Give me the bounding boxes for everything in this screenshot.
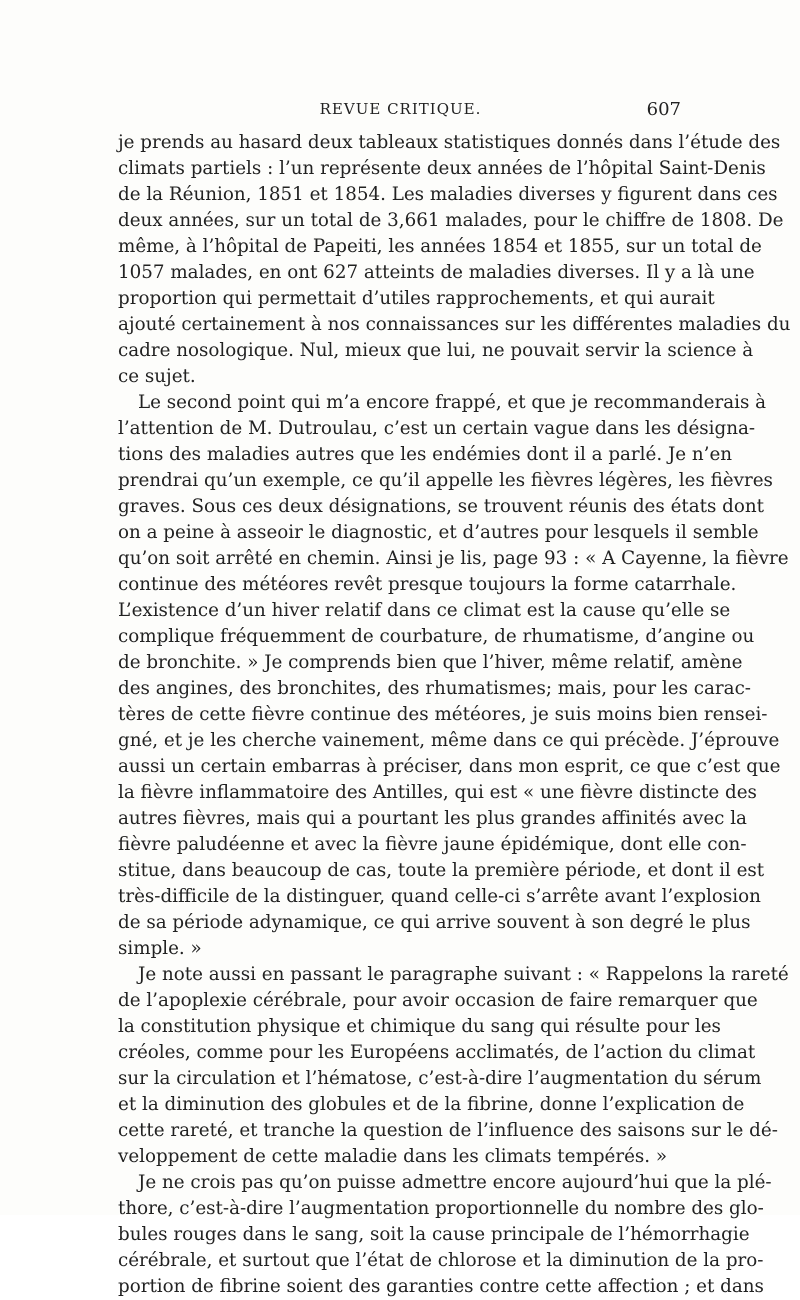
paragraph [118, 390, 789, 962]
text-line: continue des météores revêt presque toujours la forme catarrhale. [118, 574, 737, 595]
text-line: des angines, des bronchites, des rhumatismes; mais, pour les carac- [118, 678, 751, 699]
text-line: cadre nosologique. Nul, mieux que lui, ne pouvait servir la science à [118, 340, 754, 361]
text-line: autres fièvres, mais qui a pourtant les plus grandes affinités avec la [118, 808, 747, 829]
text-line: de la Réunion, 1851 et 1854. Les maladies diverses y figurent dans ces [118, 184, 778, 205]
text-line: fièvre paludéenne et avec la fièvre jaune épidémique, dont elle con- [118, 834, 747, 855]
paragraph [118, 962, 789, 1170]
text-line: complique fréquemment de courbature, de rhumatisme, d’angine ou [118, 626, 755, 647]
body-text [118, 130, 791, 1300]
text-line: de bronchite. » Je comprends bien que l’hiver, même relatif, amène [118, 652, 743, 673]
text-line: même, à l’hôpital de Papeiti, les années 1854 et 1855, sur un total de [118, 236, 762, 257]
text-line: climats partiels : l’un représente deux années de l’hôpital Saint-Denis [118, 158, 766, 179]
page-number: 607 [646, 99, 681, 120]
text-line: tions des maladies autres que les endémies dont il a parlé. Je n’en [118, 444, 733, 465]
text-line: portion de fibrine soient des garanties contre cette affection ; et dans [118, 1276, 764, 1297]
text-line: prendrai qu’un exemple, ce qu’il appelle les fièvres légères, les fièvres [118, 470, 773, 491]
paragraph [118, 130, 791, 390]
text-line: créoles, comme pour les Européens acclimatés, de l’action du climat [118, 1042, 756, 1063]
text-line: ajouté certainement à nos connaissances sur les différentes maladies du [118, 314, 791, 335]
text-line: la constitution physique et chimique du sang qui résulte pour les [118, 1016, 721, 1037]
text-line: ce sujet. [118, 366, 196, 387]
text-line: la fièvre inflammatoire des Antilles, qui est « une fièvre distincte des [118, 782, 757, 803]
text-line: Je ne crois pas qu’on puisse admettre encore aujourd’hui que la plé- [138, 1172, 772, 1193]
text-line: deux années, sur un total de 3,661 malades, pour le chiffre de 1808. De [118, 210, 784, 231]
text-line: stitue, dans beaucoup de cas, toute la première période, et dont il est [118, 860, 765, 881]
text-line: graves. Sous ces deux désignations, se trouvent réunis des états dont [118, 496, 765, 517]
text-line: de l’apoplexie cérébrale, pour avoir occasion de faire remarquer que [118, 990, 758, 1011]
text-line: bules rouges dans le sang, soit la cause principale de l’hémorrhagie [118, 1224, 750, 1245]
text-line: je prends au hasard deux tableaux statistiques donnés dans l’étude des [118, 132, 781, 153]
text-line: gné, et je les cherche vainement, même dans ce qui précède. J’éprouve [118, 730, 780, 751]
text-line: Je note aussi en passant le paragraphe suivant : « Rappelons la rareté [138, 964, 789, 985]
text-line: cette rareté, et tranche la question de l’influence des saisons sur le dé- [118, 1120, 778, 1141]
text-line: simple. » [118, 938, 202, 959]
text-line: veloppement de cette maladie dans les climats tempérés. » [118, 1146, 668, 1167]
text-line: qu’on soit arrêté en chemin. Ainsi je lis, page 93 : « A Cayenne, la fièvre [118, 548, 789, 569]
text-line: Le second point qui m’a encore frappé, et que je recommanderais à [138, 392, 767, 413]
text-line: proportion qui permettait d’utiles rapprochements, et qui aurait [118, 288, 715, 309]
page-header [118, 100, 683, 124]
text-line: l’attention de M. Dutroulau, c’est un certain vague dans les désigna- [118, 418, 756, 439]
text-line: aussi un certain embarras à préciser, dans mon esprit, ce que c’est que [118, 756, 781, 777]
text-line: cérébrale, et surtout que l’état de chlorose et la diminution de la pro- [118, 1250, 764, 1271]
text-line: 1057 malades, en ont 627 atteints de maladies diverses. Il y a là une [118, 262, 755, 283]
text-line: L’existence d’un hiver relatif dans ce climat est la cause qu’elle se [118, 600, 731, 621]
text-line: thore, c’est-à-dire l’augmentation proportionnelle du nombre des glo- [118, 1198, 764, 1219]
running-head: REVUE CRITIQUE. [319, 100, 482, 118]
text-line: tères de cette fièvre continue des météores, je suis moins bien rensei- [118, 704, 768, 725]
text-line: de sa période adynamique, ce qui arrive souvent à son degré le plus [118, 912, 751, 933]
paragraph [118, 1170, 772, 1300]
text-line: sur la circulation et l’hématose, c’est-à-dire l’augmentation du sérum [118, 1068, 762, 1089]
text-line: on a peine à asseoir le diagnostic, et d’autres pour lesquels il semble [118, 522, 759, 543]
text-line: très-difficile de la distinguer, quand celle-ci s’arrête avant l’explosion [118, 886, 761, 907]
text-line: et la diminution des globules et de la fibrine, donne l’explication de [118, 1094, 745, 1115]
